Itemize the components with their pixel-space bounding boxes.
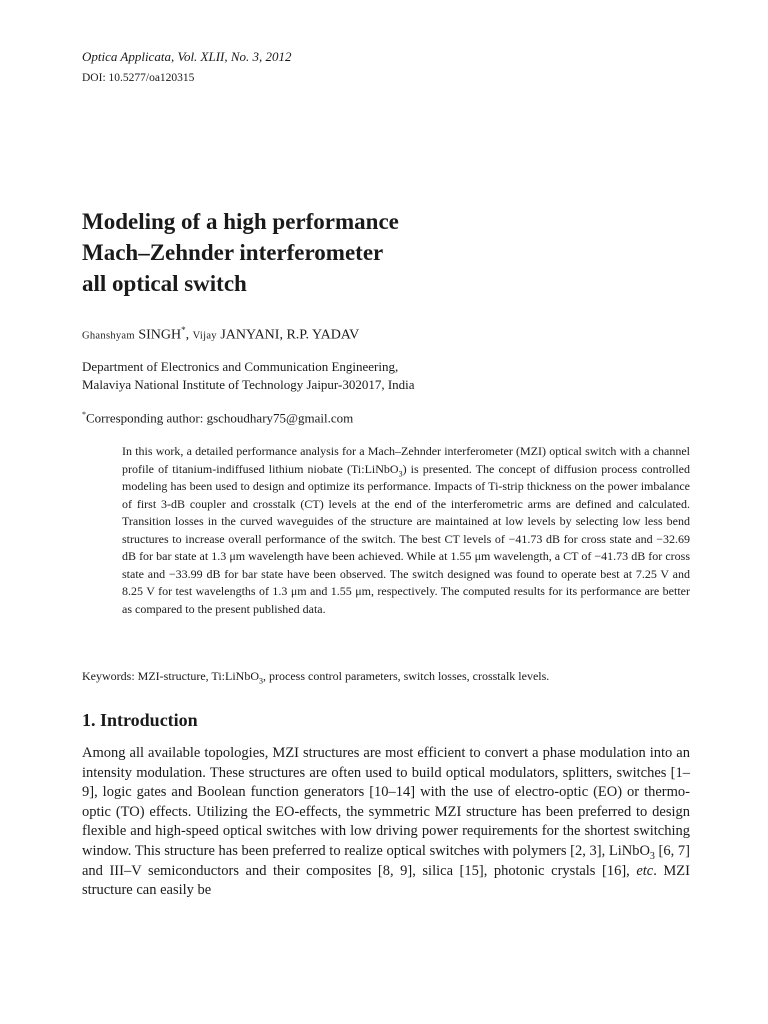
author-separator: , [279,327,287,343]
abstract-text: ) is presented. The concept of diffusion process controlled modeling has been used to design and optimize its performance. Impacts of Ti-strip thickness on the power imbalance of first 3-dB coupler and crosstalk (CT) levels at the end of the interferometric arms are defined and calculated. Transition losses in the curved waveguides of the structure are maintained at low levels by selecting low less bend structures to increase overall performance of the switch. The best CT levels of −41.73 dB for cross state and −32.69 dB for bar state at 1.3 μm wavelength have been achieved. While at 1.55 μm wavelength, a CT of −41.73 dB for cross state and −33.99 dB for bar state have been observed. The switch designed was found to operate best at 7.25 V and 8.25 V for test wavelengths of 1.3 μm and 1.55 μm, respectively. The computed results for its performance are better as compared to the present published data. [122,461,690,616]
body-text: [6, 7] and III–V semiconductors and their composites [8, 9], silica [15], photonic crystals [16], [82,842,690,879]
body-text: Among all available topologies, MZI structures are most efficient to convert a phase modulation into an intensity modulation. These structures are often used to build optical modulators, splitters, switches [1–9], logic gates and Boolean function generators [10–14] with the use of electro-optic (EO) or thermo-optic (TO) effects. Utilizing the EO-effects, the symmetric MZI structure has been preferred to design flexible and high-speed optical switches with low driving power requirements for the shortest switching window. This structure has been preferred to realize optical switches with polymers [2, 3], LiNbO [82,745,690,859]
title-line: Modeling of a high performance [82,209,399,234]
affiliation-line: Department of Electronics and Communication Engineering, [82,359,399,374]
body-text-italic: etc [636,862,654,879]
section-heading: 1. Introduction [82,710,198,730]
doi: DOI: 10.5277/oa120315 [82,72,195,84]
affiliation [82,358,415,394]
paper-title [82,206,399,299]
author-name: R.P. YADAV [286,327,360,343]
title-line: Mach–Zehnder interferometer [82,240,384,265]
author-separator: , [185,327,193,343]
corresponding-author [82,406,353,427]
author-first-name: Vijay [192,330,217,342]
affiliation-line: Malaviya National Institute of Technology Jaipur-302017, India [82,377,415,392]
subscript: 3 [649,850,655,862]
author-last-name: SINGH [138,327,182,343]
author-list [82,320,359,347]
keywords [82,667,549,685]
author-first-name: Ghanshyam [82,330,135,342]
subscript: 3 [259,676,264,686]
corresponding-text: Corresponding author: gschoudhary75@gmail.com [86,410,354,426]
subscript: 3 [398,468,403,478]
corresponding-mark: * [181,325,186,335]
abstract [122,443,690,618]
journal-citation: Optica Applicata, Vol. XLII, No. 3, 2012 [82,49,292,64]
keywords-label: Keywords: [82,669,135,683]
abstract-text: In this work, a detailed performance analysis for a Mach–Zehnder interferometer (MZI) optical switch with a channel profile of titanium-indiffused lithium niobate (Ti:LiNbO [122,444,690,476]
corresponding-mark: * [82,410,86,419]
intro-paragraph [82,744,690,901]
body-text: . MZI structure can easily be [82,862,690,899]
keywords-text: , process control parameters, switch losses, crosstalk levels. [263,669,550,683]
title-line: all optical switch [82,271,247,296]
keywords-text: MZI-structure, Ti:LiNbO [134,669,260,683]
author-last-name: JANYANI [220,327,280,343]
